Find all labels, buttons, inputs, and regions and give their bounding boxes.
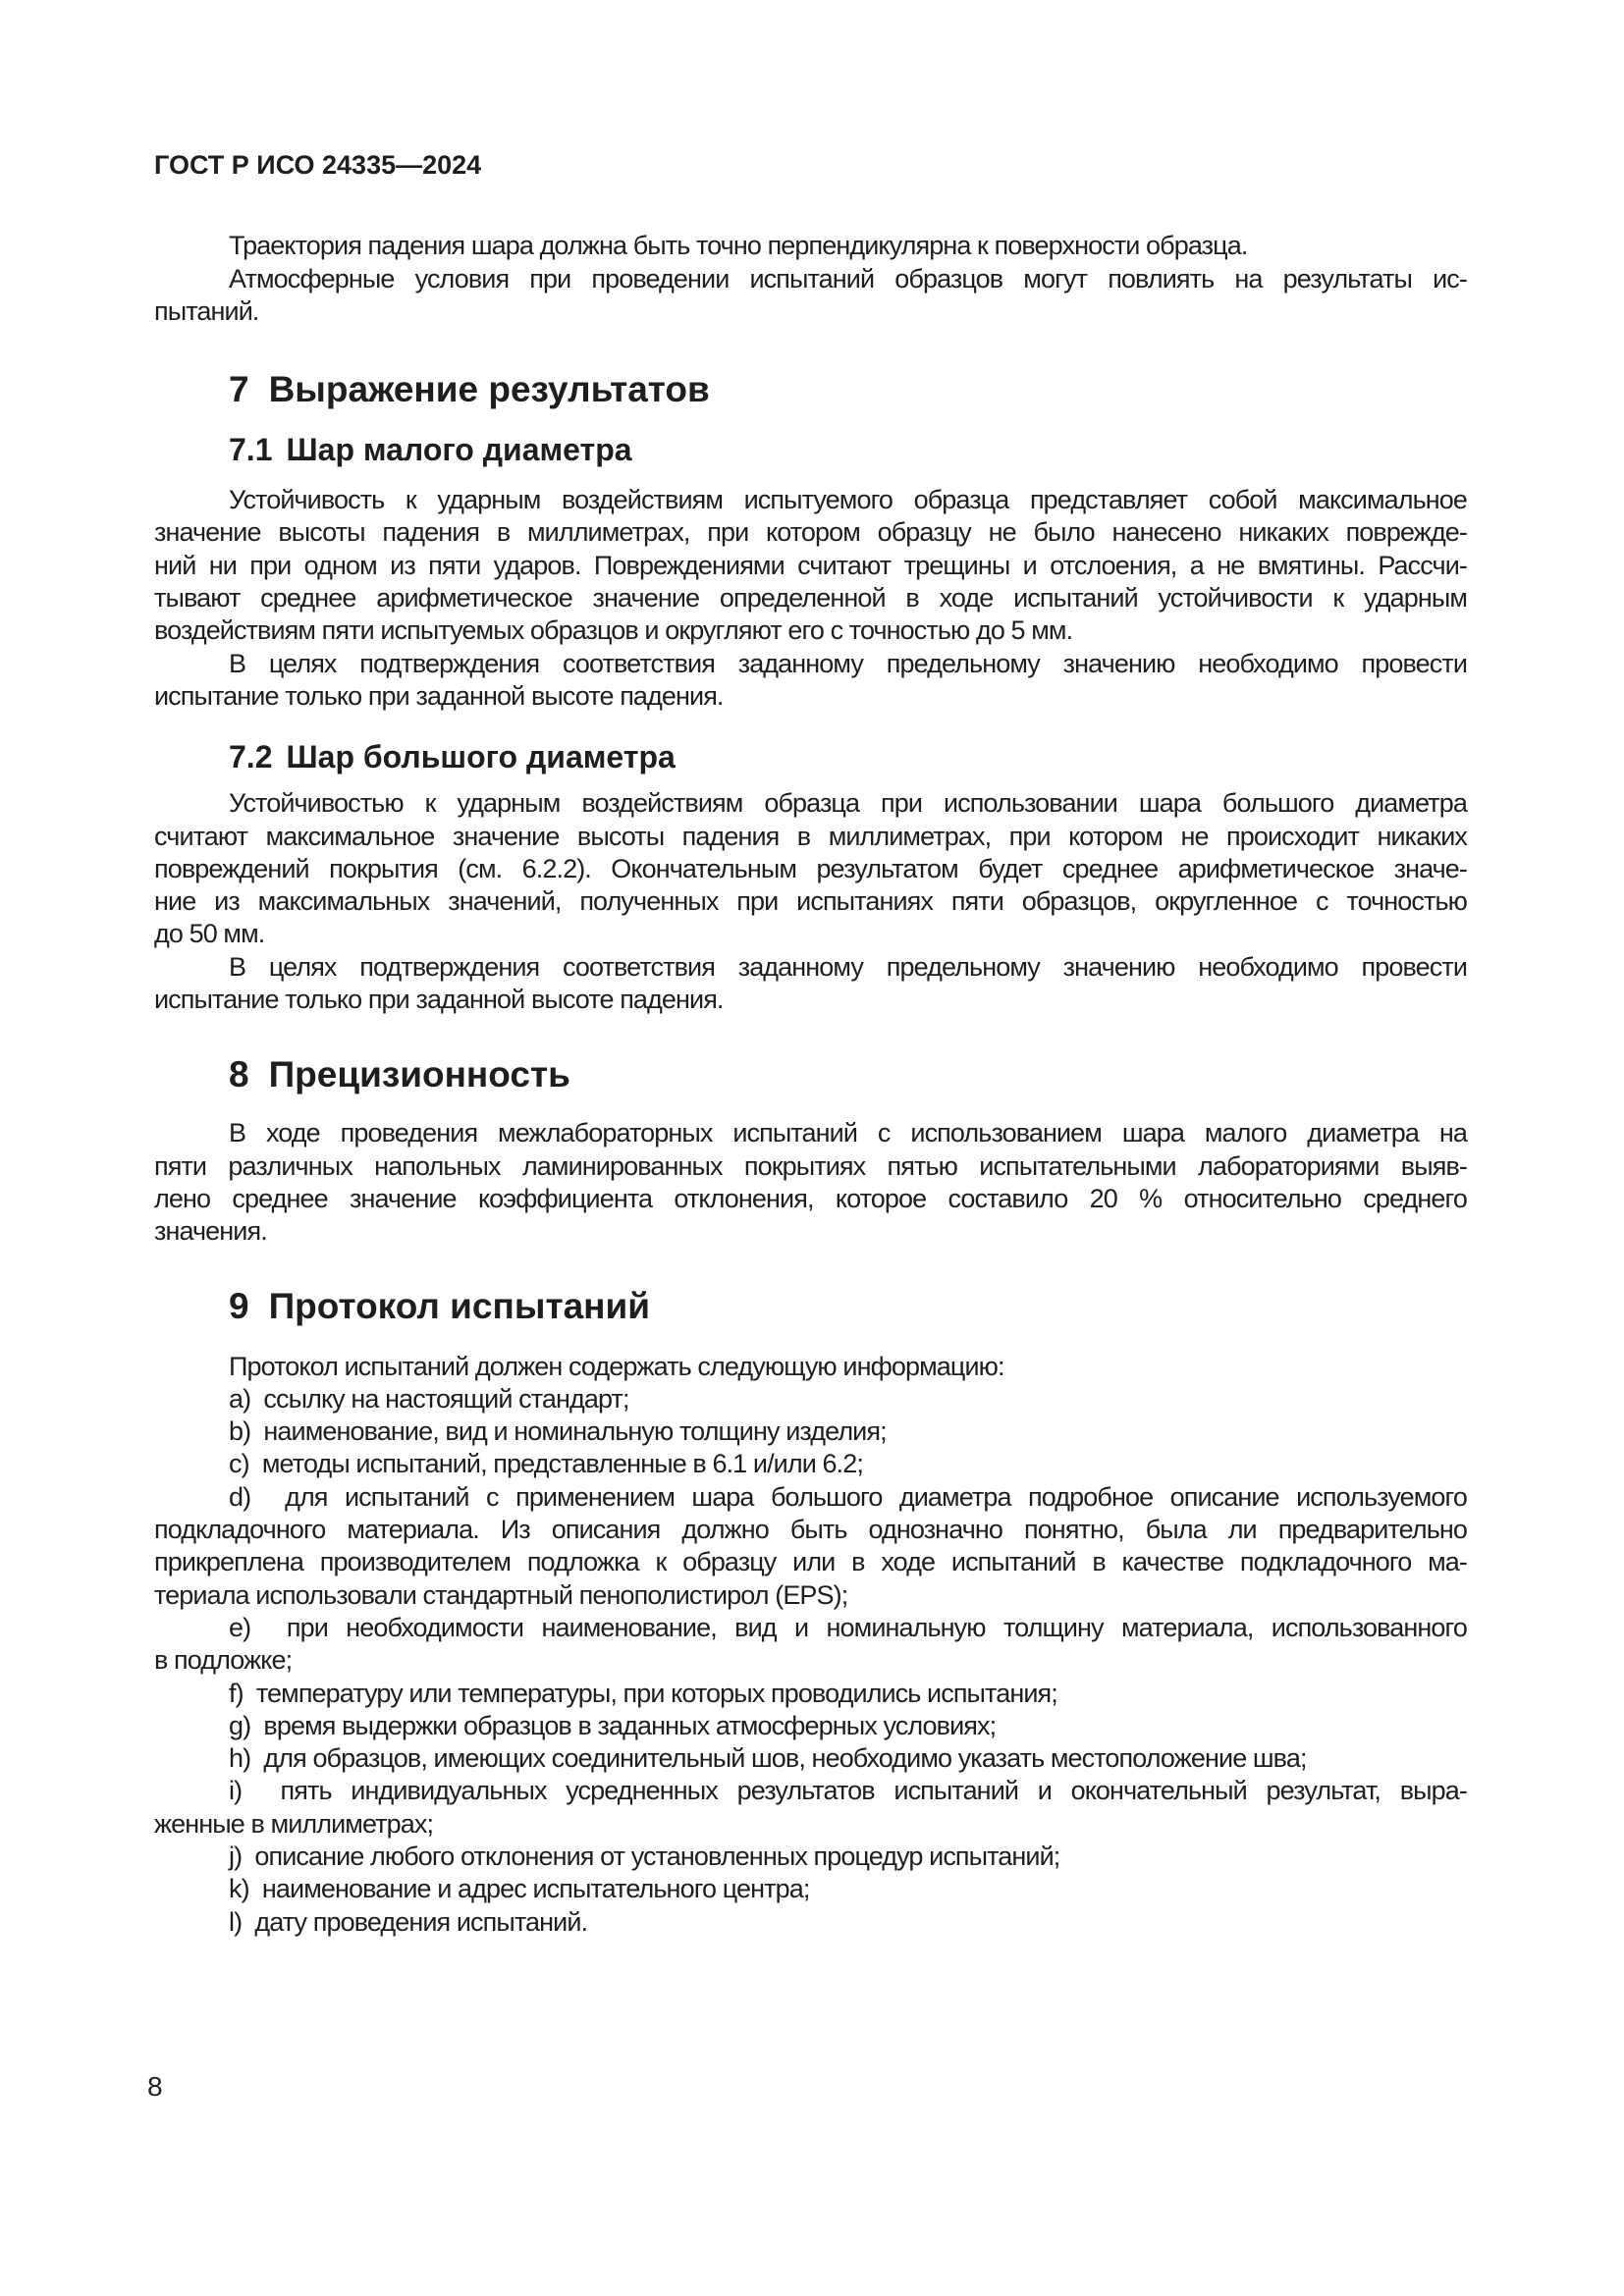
text-line: ние из максимальных значений, полученных при испытаниях пяти образцов, округленное с точностью <box>154 886 1467 917</box>
section-7-heading <box>154 368 1467 411</box>
section-7-2-number: 7.2 <box>229 739 273 775</box>
text-line: подкладочного материала. Из описания должно быть однозначно понятно, была ли предварительно <box>154 1515 1467 1545</box>
text-line: Траектория падения шара должна быть точно перпендикулярна к поверхности образца. <box>229 231 1248 261</box>
text-line: j) описание любого отклонения от установленных процедур испытаний; <box>229 1841 1060 1871</box>
text-line: прикреплена производителем подложка к образцу или в ходе испытаний в качестве подкладочного ма- <box>154 1547 1467 1577</box>
section-7-1-paragraph-1 <box>154 484 1467 647</box>
page-number: 8 <box>147 2071 163 2102</box>
text-line: Устойчивость к ударным воздействиям испытуемого образца представляет собой максимальное <box>229 485 1467 515</box>
section-7-1-heading <box>154 431 1467 468</box>
text-line: Устойчивостью к ударным воздействиям образца при использовании шара большого диаметра <box>229 788 1467 819</box>
list-item-j <box>154 1841 1467 1873</box>
text-line: В целях подтверждения соответствия заданному предельному значению необходимо провести <box>229 951 1467 982</box>
text-line: испытание только при заданной высоте падения. <box>154 985 724 1015</box>
section-8-number: 8 <box>229 1054 249 1095</box>
section-9-number: 9 <box>229 1285 249 1326</box>
list-item-d <box>154 1481 1467 1612</box>
text-line: b) наименование, вид и номинальную толщину изделия; <box>229 1416 887 1447</box>
text-line: i) пять индивидуальных усредненных результатов испытаний и окончательный результат, выра- <box>229 1776 1467 1806</box>
text-line: В ходе проведения межлабораторных испытаний с использованием шара малого диаметра на <box>229 1118 1467 1148</box>
text-line: териала использовали стандартный пенополистирол (EPS); <box>154 1579 848 1610</box>
text-line: e) при необходимости наименование, вид и номинальную толщину материала, использованного <box>229 1612 1467 1642</box>
running-header: ГОСТ Р ИСО 24335—2024 <box>154 150 482 180</box>
section-7-1-paragraph-2 <box>154 648 1467 714</box>
list-item-l <box>154 1906 1467 1939</box>
list-item-g <box>154 1710 1467 1742</box>
section-7-1-number: 7.1 <box>229 432 273 468</box>
text-line: женные в миллиметрах; <box>154 1808 434 1839</box>
section-8-paragraph <box>154 1117 1467 1248</box>
text-line: g) время выдержки образцов в заданных атмосферных условиях; <box>229 1710 997 1740</box>
text-line: значения. <box>154 1216 267 1247</box>
text-line: h) для образцов, имеющих соединительный шов, необходимо указать местоположение шва; <box>229 1743 1307 1774</box>
section-7-number: 7 <box>229 369 249 410</box>
list-item-h <box>154 1742 1467 1775</box>
list-item-a <box>154 1383 1467 1415</box>
text-line: пяти различных напольных ламинированных покрытиях пятью испытательными лабораториями выяв- <box>154 1150 1467 1181</box>
text-line: испытание только при заданной высоте падения. <box>154 680 724 711</box>
text-line: считают максимальное значение высоты падения в миллиметрах, при котором не происходит никаких <box>154 821 1467 851</box>
text-line: В целях подтверждения соответствия заданному предельному значению необходимо провести <box>229 648 1467 678</box>
list-item-f <box>154 1678 1467 1710</box>
section-9-heading <box>154 1285 1467 1328</box>
section-7-2-paragraph-1 <box>154 787 1467 950</box>
text-line: f) температуру или температуры, при которых проводились испытания; <box>229 1678 1057 1708</box>
text-line: до 50 мм. <box>154 919 265 949</box>
text-line: k) наименование и адрес испытательного центра; <box>229 1874 810 1904</box>
section-7-2-paragraph-2 <box>154 951 1467 1017</box>
intro-paragraph-2 <box>154 263 1467 329</box>
text-line: l) дату проведения испытаний. <box>229 1906 588 1937</box>
section-8-title: Прецизионность <box>268 1054 570 1095</box>
list-item-c <box>154 1448 1467 1480</box>
list-item-k <box>154 1873 1467 1905</box>
section-7-2-heading <box>154 738 1467 775</box>
text-line: в подложке; <box>154 1645 293 1676</box>
section-9-intro-paragraph <box>154 1351 1467 1383</box>
section-7-1-title: Шар малого диаметра <box>286 432 632 468</box>
text-line: пытаний. <box>154 295 259 326</box>
text-line: Атмосферные условия при проведении испытаний образцов могут повлиять на результаты ис- <box>229 263 1467 294</box>
text-line: лено среднее значение коэффициента отклонения, которое составило 20 % относительно среднего <box>154 1183 1467 1213</box>
text-line: c) методы испытаний, представленные в 6.1 и/или 6.2; <box>229 1449 863 1479</box>
text-line: ний ни при одном из пяти ударов. Повреждениями считают трещины и отслоения, а не вмятины. Рассчи- <box>154 550 1467 580</box>
section-8-heading <box>154 1053 1467 1096</box>
page-content <box>154 0 1467 1939</box>
text-line: Протокол испытаний должен содержать следующую информацию: <box>229 1351 1004 1381</box>
list-item-b <box>154 1415 1467 1448</box>
section-9-title: Протокол испытаний <box>268 1285 650 1326</box>
list-item-i <box>154 1775 1467 1841</box>
intro-paragraph-1 <box>154 230 1467 262</box>
section-7-2-title: Шар большого диаметра <box>286 739 676 775</box>
text-line: a) ссылку на настоящий стандарт; <box>229 1383 629 1414</box>
text-line: повреждений покрытия (см. 6.2.2). Окончательным результатом будет среднее арифметическое значе- <box>154 853 1467 883</box>
list-item-e <box>154 1612 1467 1678</box>
section-7-title: Выражение результатов <box>268 369 710 410</box>
text-line: воздействиям пяти испытуемых образцов и округляют его с точностью до 5 мм. <box>154 615 1073 646</box>
text-line: значение высоты падения в миллиметрах, при котором образцу не было нанесено никаких поврежде- <box>154 517 1467 548</box>
text-line: d) для испытаний с применением шара большого диаметра подробное описание используемого <box>229 1481 1467 1512</box>
text-line: тывают среднее арифметическое значение определенной в ходе испытаний устойчивости к ударным <box>154 583 1467 614</box>
